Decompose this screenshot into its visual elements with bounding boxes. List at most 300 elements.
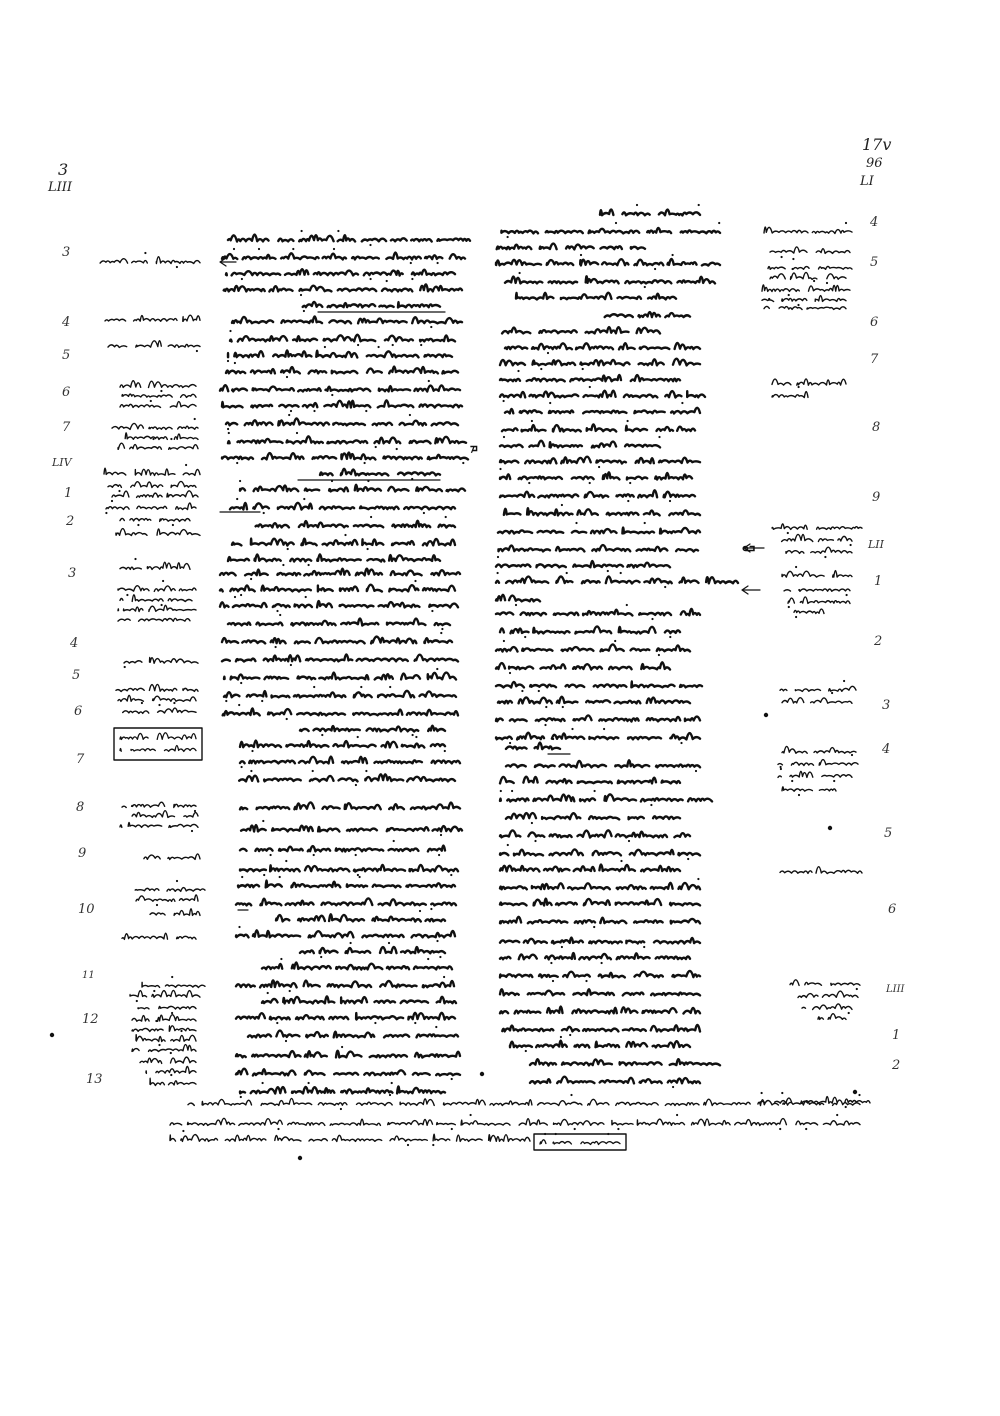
diacritic-dot <box>234 596 236 598</box>
diacritic-dot <box>279 876 281 878</box>
handwriting-stroke <box>118 618 190 621</box>
left-margin-gloss <box>144 854 200 860</box>
diacritic-dot <box>229 330 231 332</box>
handwriting-stroke <box>794 609 824 613</box>
diacritic-dot <box>156 904 158 906</box>
right-margin-gloss <box>786 547 852 553</box>
diacritic-dot <box>280 958 282 960</box>
diacritic-dot <box>569 1034 571 1036</box>
handwriting-stroke <box>236 981 454 988</box>
left-margin-gloss <box>132 1026 196 1032</box>
ink-dot <box>50 1033 54 1037</box>
left-column-line <box>223 708 458 715</box>
diacritic-dot <box>575 522 577 524</box>
handwriting-stroke <box>496 259 720 266</box>
right-margin-gloss <box>762 296 846 302</box>
diacritic-dot <box>160 390 162 392</box>
handwriting-stroke <box>320 469 440 476</box>
diacritic-dot <box>126 594 128 596</box>
diacritic-dot <box>419 910 421 912</box>
diacritic-dot <box>141 702 143 704</box>
diacritic-dot <box>515 604 517 606</box>
diacritic-dot <box>603 728 605 730</box>
handwriting-stroke <box>496 561 670 568</box>
handwriting-stroke <box>500 375 680 381</box>
diacritic-dot <box>105 512 107 514</box>
right-line-number: 1 <box>874 574 883 589</box>
handwriting-stroke <box>222 637 452 644</box>
diacritic-dot <box>233 248 235 250</box>
diacritic-dot <box>144 252 146 254</box>
right-column-line <box>500 472 692 479</box>
handwriting-stroke <box>500 917 700 924</box>
ink-dot <box>480 1072 484 1076</box>
diacritic-dot <box>431 610 433 612</box>
handwriting-stroke <box>116 529 200 536</box>
handwriting-stroke <box>120 562 190 569</box>
diacritic-dot <box>176 880 178 882</box>
left-line-number: 13 <box>86 1072 103 1087</box>
right-line-number: LIII <box>886 984 905 995</box>
diacritic-dot <box>250 770 252 772</box>
handwriting-stroke <box>500 777 680 784</box>
handwriting-stroke <box>130 990 200 997</box>
diacritic-dot <box>427 958 429 960</box>
diacritic-dot <box>331 480 333 482</box>
handwriting-stroke <box>500 830 690 837</box>
diacritic-dot <box>813 280 815 282</box>
diacritic-dot <box>312 770 314 772</box>
handwriting-stroke <box>230 503 455 510</box>
handwriting-stroke <box>500 938 700 944</box>
diacritic-dot <box>669 500 671 502</box>
diacritic-dot <box>561 946 563 948</box>
handwriting-stroke <box>125 433 198 440</box>
diacritic-dot <box>296 432 298 434</box>
right-column-line <box>500 490 695 497</box>
right-column-line <box>505 408 700 414</box>
diacritic-dot <box>137 524 139 526</box>
handwriting-stroke <box>232 539 455 546</box>
handwriting-stroke <box>228 554 440 561</box>
diacritic-dot <box>303 310 305 312</box>
diacritic-dot <box>155 1020 157 1022</box>
handwriting-stroke <box>782 787 836 791</box>
handwriting-stroke <box>236 1051 460 1058</box>
diacritic-dot <box>171 976 173 978</box>
diacritic-dot <box>781 1092 783 1094</box>
diacritic-dot <box>225 700 227 702</box>
handwriting-stroke <box>140 1057 196 1063</box>
handwriting-stroke <box>782 534 852 541</box>
handwriting-stroke <box>228 350 452 357</box>
diacritic-dot <box>798 794 800 796</box>
handwriting-stroke <box>768 266 852 269</box>
right-column-line <box>498 697 690 704</box>
left-line-number: 7 <box>76 752 85 767</box>
left-column-line <box>220 585 455 592</box>
handwriting-stroke <box>228 436 466 443</box>
diacritic-dot <box>511 790 513 792</box>
right-margin-gloss <box>794 609 824 613</box>
left-column-line <box>226 269 455 275</box>
diacritic-dot <box>407 1144 409 1146</box>
left-margin-gloss <box>132 1015 196 1022</box>
right-line-number: 2 <box>892 1058 901 1073</box>
handwriting-stroke <box>222 453 468 460</box>
diacritic-dot <box>650 804 652 806</box>
handwriting-stroke <box>240 757 460 764</box>
diacritic-dot <box>585 980 587 982</box>
diacritic-dot <box>614 640 616 642</box>
right-margin-gloss <box>770 272 846 279</box>
left-column-line <box>320 469 440 476</box>
diacritic-dot <box>628 840 630 842</box>
left-column-line <box>256 521 455 528</box>
handwriting-stroke <box>500 989 700 995</box>
right-column-line <box>496 681 702 687</box>
center-mark-b: ܒܘ <box>742 540 756 554</box>
handwriting-stroke <box>504 508 700 515</box>
handwriting-stroke <box>105 315 200 321</box>
diacritic-dot <box>845 1106 847 1108</box>
pointer-arrow <box>742 586 760 594</box>
diacritic-dot <box>549 402 551 404</box>
right-margin-gloss <box>782 698 852 704</box>
handwriting-stroke <box>241 825 462 831</box>
diacritic-dot <box>607 1133 609 1135</box>
diacritic-dot <box>411 478 413 480</box>
handwriting-stroke <box>226 269 455 275</box>
handwriting-stroke <box>240 1086 445 1093</box>
handwriting-stroke <box>764 227 852 233</box>
left-line-number: 7 <box>62 420 71 435</box>
left-margin-gloss <box>118 443 198 449</box>
diacritic-dot <box>337 230 339 232</box>
left-margin-gloss <box>132 1045 196 1052</box>
diacritic-dot <box>389 686 391 688</box>
handwriting-stroke <box>506 743 560 750</box>
left-line-number: 10 <box>78 902 95 917</box>
diacritic-dot <box>357 874 359 876</box>
right-column-line <box>605 312 690 317</box>
handwriting-stroke <box>146 1066 196 1073</box>
right-column-line <box>506 760 700 767</box>
handwriting-stroke <box>500 391 705 398</box>
diacritic-dot <box>555 1133 557 1135</box>
diacritic-dot <box>582 368 584 370</box>
diacritic-dot <box>172 524 174 526</box>
diacritic-dot <box>388 942 390 944</box>
diacritic-dot <box>134 558 136 560</box>
diacritic-dot <box>545 706 547 708</box>
diacritic-dot <box>124 666 126 668</box>
diacritic-dot <box>531 822 533 824</box>
diacritic-dot <box>780 766 782 768</box>
right-margin-gloss <box>818 1014 846 1020</box>
right-column-line <box>500 391 705 398</box>
handwriting-stroke <box>500 849 700 855</box>
left-margin-gloss <box>140 1057 196 1063</box>
diacritic-dot <box>430 326 432 328</box>
left-margin-gloss <box>112 491 198 498</box>
left-column-line <box>236 1051 460 1058</box>
right-line-number: 5 <box>870 255 879 270</box>
diacritic-dot <box>367 480 369 482</box>
diacritic-dot <box>552 980 554 982</box>
handwriting-stroke <box>782 698 852 704</box>
diacritic-dot <box>275 646 277 648</box>
handwriting-stroke <box>170 1134 530 1141</box>
handwriting-stroke <box>136 1035 196 1042</box>
right-column-line <box>500 359 700 366</box>
left-column-line <box>230 503 455 510</box>
diacritic-dot <box>795 616 797 618</box>
diacritic-dot <box>391 1082 393 1084</box>
left-column-line <box>220 601 458 607</box>
diacritic-dot <box>292 248 294 250</box>
handwriting-stroke <box>112 491 198 498</box>
diacritic-dot <box>409 414 411 416</box>
diacritic-dot <box>359 876 361 878</box>
handwriting-stroke <box>120 745 196 751</box>
left-margin-gloss <box>116 684 198 691</box>
ink-dot <box>764 713 768 717</box>
diacritic-dot <box>290 664 292 666</box>
diacritic-dot <box>627 420 629 422</box>
diacritic-dot <box>374 1022 376 1024</box>
diacritic-dot <box>850 544 852 546</box>
diacritic-dot <box>676 1114 678 1116</box>
handwriting-stroke <box>303 302 440 307</box>
diacritic-dot <box>267 992 269 994</box>
left-margin-gloss <box>136 895 198 901</box>
diacritic-dot <box>333 248 335 250</box>
diacritic-dot <box>589 482 591 484</box>
diacritic-dot <box>415 736 417 738</box>
diacritic-dot <box>534 840 536 842</box>
handwriting-stroke <box>784 589 850 591</box>
diacritic-dot <box>365 410 367 412</box>
handwriting-stroke <box>150 1078 196 1085</box>
diacritic-dot <box>313 410 315 412</box>
diacritic-dot <box>528 482 530 484</box>
bottom-gloss-line <box>188 1098 860 1105</box>
left-margin-gloss <box>120 562 190 569</box>
handwriting-stroke <box>530 1059 720 1065</box>
diacritic-dot <box>601 962 603 964</box>
left-column-line <box>240 1086 445 1093</box>
right-margin-gloss <box>802 1004 852 1010</box>
handwriting-stroke <box>236 1069 460 1076</box>
handwriting-stroke <box>118 605 196 611</box>
left-margin-gloss <box>125 433 198 440</box>
diacritic-dot <box>718 222 720 224</box>
diacritic-dot <box>797 304 799 306</box>
ink-dot <box>853 1090 857 1094</box>
right-line-number: 5 <box>884 826 893 841</box>
right-column-line <box>500 441 660 448</box>
left-column-line <box>240 846 445 852</box>
handwriting-stroke <box>104 468 200 475</box>
left-column-line <box>262 996 456 1003</box>
diacritic-dot <box>499 468 501 470</box>
diacritic-dot <box>651 618 653 620</box>
diacritic-dot <box>111 500 113 502</box>
diacritic-dot <box>321 734 323 736</box>
handwriting-stroke <box>780 867 862 874</box>
right-column-line <box>500 830 690 837</box>
diacritic-dot <box>238 926 240 928</box>
handwriting-stroke <box>220 385 460 391</box>
left-column-line <box>228 554 440 561</box>
diacritic-dot <box>768 298 770 300</box>
diacritic-dot <box>410 262 412 264</box>
diacritic-dot <box>289 990 291 992</box>
handwriting-stroke <box>118 586 196 592</box>
left-margin-gloss <box>100 257 200 264</box>
diacritic-dot <box>430 908 432 910</box>
folio-right-top: 17v <box>862 135 892 154</box>
handwriting-stroke <box>108 341 200 348</box>
diacritic-dot <box>531 420 533 422</box>
handwriting-stroke <box>138 1006 196 1009</box>
diacritic-dot <box>173 702 175 704</box>
diacritic-dot <box>305 596 307 598</box>
diacritic-dot <box>150 400 152 402</box>
diacritic-dot <box>378 346 380 348</box>
left-margin-gloss <box>150 909 200 916</box>
handwriting-stroke <box>762 296 846 302</box>
bottom-gloss-line <box>170 1134 530 1141</box>
handwriting-stroke <box>516 293 676 300</box>
handwriting-stroke <box>762 285 850 292</box>
right-column-line <box>496 595 540 602</box>
diacritic-dot <box>552 738 554 740</box>
handwriting-stroke <box>300 947 445 953</box>
handwriting-stroke <box>150 909 200 916</box>
diacritic-dot <box>791 780 793 782</box>
left-column-line <box>222 400 462 407</box>
folio-right-sub: 96 <box>866 156 883 171</box>
diacritic-dot <box>118 490 120 492</box>
left-margin-gloss <box>108 481 196 487</box>
diacritic-dot <box>858 1094 860 1096</box>
handwriting-stroke <box>300 726 445 732</box>
handwriting-stroke <box>502 327 660 333</box>
diacritic-dot <box>644 286 646 288</box>
diacritic-dot <box>313 686 315 688</box>
diacritic-dot <box>276 610 278 612</box>
diacritic-dot <box>241 766 243 768</box>
right-column-line <box>516 293 676 300</box>
diacritic-dot <box>824 556 826 558</box>
diacritic-dot <box>672 254 674 256</box>
handwriting-stroke <box>505 343 700 350</box>
handwriting-stroke <box>122 933 196 939</box>
diacritic-dot <box>594 790 596 792</box>
diacritic-dot <box>781 256 783 258</box>
handwriting-stroke <box>232 316 462 323</box>
handwriting-stroke <box>118 443 198 449</box>
handwriting-stroke <box>500 1007 700 1014</box>
right-margin-gloss <box>788 597 850 604</box>
handwriting-stroke <box>500 490 695 497</box>
ink-dot <box>298 1156 302 1160</box>
right-line-number: 6 <box>870 315 879 330</box>
diacritic-dot <box>826 282 828 284</box>
diacritic-dot <box>288 414 290 416</box>
handwriting-stroke <box>540 1140 620 1145</box>
left-column-line <box>238 881 455 888</box>
handwriting-stroke <box>499 545 699 551</box>
handwriting-stroke <box>502 1025 700 1032</box>
left-line-number: 4 <box>62 315 71 330</box>
right-column-line <box>600 210 700 216</box>
handwriting-stroke <box>224 284 462 291</box>
boxed-gloss <box>114 728 202 760</box>
right-column-line <box>502 327 660 333</box>
right-line-number: 4 <box>882 742 891 757</box>
left-margin-gloss <box>150 1078 196 1085</box>
diacritic-dot <box>227 360 229 362</box>
handwriting-stroke <box>120 402 196 408</box>
handwriting-stroke <box>132 1015 196 1022</box>
diacritic-dot <box>517 370 519 372</box>
diacritic-dot <box>228 432 230 434</box>
diacritic-dot <box>788 606 790 608</box>
left-column-line <box>228 436 466 443</box>
right-column-line <box>496 576 738 583</box>
diacritic-dot <box>301 230 303 232</box>
diacritic-dot <box>282 564 284 566</box>
diacritic-dot <box>236 462 238 464</box>
diacritic-dot <box>443 976 445 978</box>
diacritic-dot <box>792 268 794 270</box>
right-column-line <box>500 971 700 977</box>
handwriting-stroke <box>782 746 856 753</box>
diacritic-dot <box>170 1052 172 1054</box>
right-column-line <box>496 609 700 616</box>
right-column-line <box>504 508 700 515</box>
handwriting-stroke <box>500 971 700 977</box>
diacritic-dot <box>392 344 394 346</box>
left-margin-gloss <box>122 394 196 397</box>
handwriting-stroke <box>496 733 700 740</box>
right-margin-gloss <box>784 589 850 591</box>
left-margin-gloss <box>108 341 200 348</box>
right-margin-gloss <box>772 379 846 385</box>
left-column-line <box>236 898 456 905</box>
diacritic-dot <box>386 280 388 282</box>
diacritic-dot <box>620 572 622 574</box>
left-column-line <box>222 637 452 644</box>
left-line-number: 8 <box>76 800 85 815</box>
diacritic-dot <box>320 956 322 958</box>
handwriting-stroke <box>502 424 695 431</box>
diacritic-dot <box>787 532 789 534</box>
handwriting-stroke <box>500 865 680 872</box>
left-line-number: 6 <box>62 385 71 400</box>
left-line-number: 2 <box>66 514 75 529</box>
handwriting-stroke <box>262 962 452 969</box>
handwriting-stroke <box>772 379 846 385</box>
boxed-gloss-line <box>120 733 196 740</box>
right-line-number: 7 <box>870 352 879 367</box>
left-column-line <box>236 1013 455 1020</box>
diacritic-dot <box>441 628 443 630</box>
right-margin-gloss <box>782 534 852 541</box>
